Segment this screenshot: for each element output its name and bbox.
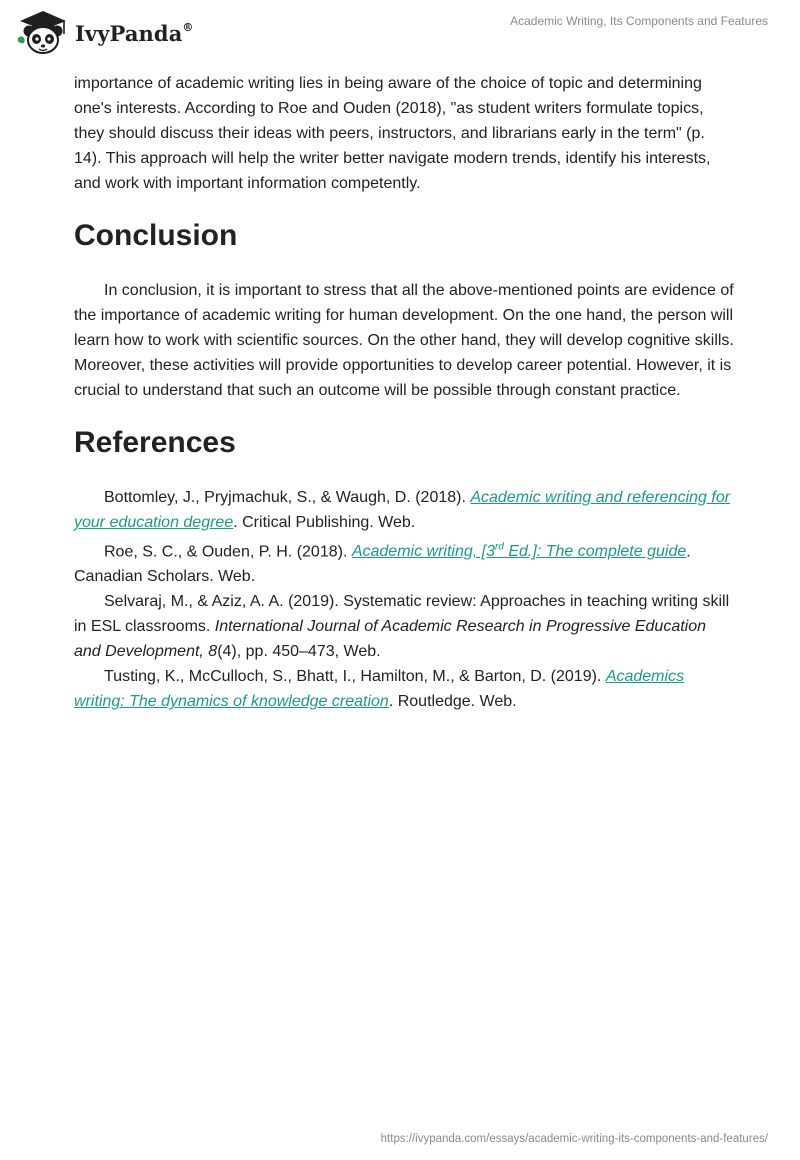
- footer-source-url[interactable]: https://ivypanda.com/essays/academic-writing-its-components-and-features/: [380, 1133, 768, 1145]
- reference-link[interactable]: Academic writing, [3rd Ed.]: The complete guide: [351, 542, 687, 561]
- reference-item: [74, 589, 734, 664]
- conclusion-paragraph: In conclusion, it is important to stress that all the above-mentioned points are evidence of the importance of academic writing for human development. On the one hand, the person will learn how to work with scientific sources. On the other hand, they will develop cognitive skills. Moreover, these activities will provide opportunities to develop career potential. However, it is crucial to understand that such an outcome will be possible through constant practice.: [74, 282, 734, 399]
- ivypanda-logo[interactable]: [14, 8, 194, 56]
- essay-content: [74, 71, 734, 714]
- reference-link[interactable]: Academics writing: The dynamics of knowledge creation: [74, 668, 685, 711]
- conclusion-heading: Conclusion: [74, 219, 238, 252]
- reference-suffix: (4), pp. 450–473, Web.: [217, 643, 381, 661]
- references-heading: References: [74, 426, 236, 459]
- intro-paragraph: importance of academic writing lies in being aware of the choice of topic and determining one's interests. According to Roe and Ouden (2018), "as student writers formulate topics, they should discuss their ideas with peers, instructors, and librarians early in the term" (p. 14). This approach will help the writer better navigate modern trends, identify his interests, and work with important information competently.: [74, 75, 711, 192]
- document-title: Academic Writing, Its Components and Features: [510, 14, 768, 28]
- reference-authors: Tusting, K., McCulloch, S., Bhatt, I., Hamilton, M., & Barton, D. (2019).: [104, 668, 606, 686]
- logo-text: IvyPanda®: [75, 20, 194, 46]
- reference-authors: Selvaraj, M., & Aziz, A. A. (2019). Systematic review: Approaches in teaching writing skill in ESL classrooms.: [74, 593, 730, 636]
- reference-item: [74, 485, 734, 535]
- reference-suffix: . Routledge. Web.: [388, 693, 517, 711]
- panda-graduate-icon: [14, 8, 72, 56]
- reference-authors: Bottomley, J., Pryjmachuk, S., & Waugh, D. (2018).: [104, 489, 471, 506]
- page-header: [0, 0, 800, 60]
- reference-suffix: . Critical Publishing. Web.: [233, 514, 416, 531]
- reference-journal: International Journal of Academic Research in Progressive Education and Development, 8: [74, 618, 707, 661]
- reference-suffix: . Canadian Scholars. Web.: [74, 543, 691, 586]
- reference-item: [74, 535, 734, 589]
- reference-authors: Roe, S. C., & Ouden, P. H. (2018).: [104, 543, 352, 561]
- reference-item: [74, 664, 734, 714]
- reference-link[interactable]: Academic writing and referencing for your education degree: [74, 489, 731, 531]
